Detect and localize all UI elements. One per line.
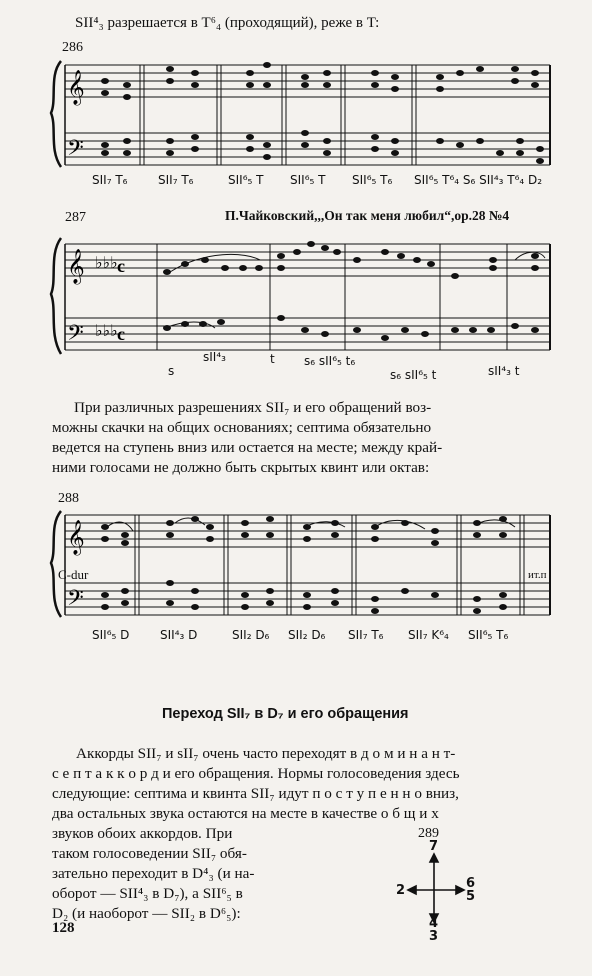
svg-text:𝄢: 𝄢 [67,321,84,351]
example-289-bottom-bottom: 3 [429,929,439,944]
example-287-harmony-1: s [168,364,175,378]
svg-text:c: c [117,256,125,276]
example-288-end-label: ит.п [528,569,547,581]
example-286-harmony-5: SII⁶₅ T₆ [352,173,393,187]
example-286-harmony-2: SII₇ T₆ [158,173,194,187]
paragraph-2-narrow-line-5: D₂ (и наоборот — SII₂ в D⁶₅): [52,905,241,922]
example-287-number: 287 [65,210,86,225]
paragraph-1-line-2: можны скачки на общих основаниях; септима обязательно [52,419,432,436]
example-289-bottom-top: 4 [429,916,439,931]
svg-text:𝄢: 𝄢 [67,586,84,616]
paragraph-2-narrow-line-4: оборот — SII⁴₃ в D₇), а SII⁶₅ в [52,885,243,902]
example-286-harmony-4: SII⁶₅ T [290,173,326,187]
paragraph-1-line-1: При различных разрешениях SII₇ и его обращений воз- [74,399,432,416]
example-288-harmony-7: SII⁶₅ T₆ [468,628,509,642]
example-286-harmony-1: SII₇ T₆ [92,173,128,187]
paragraph-2-line-3: следующие: септима и квинта SII₇ идут п о с т у п е н н о вниз, [52,785,459,802]
example-289-right-bottom: 5 [466,889,476,904]
paragraph-1-line-4: ними голосами не должно быть скрытых квинт или октав: [52,459,430,476]
svg-text:𝄢: 𝄢 [67,136,84,166]
example-286-harmony-6: SII⁶₅ T⁶₄ S₆ SII⁴₃ T⁶₄ D₂ [414,173,543,187]
svg-text:𝄞: 𝄞 [67,70,85,105]
svg-text:c: c [117,324,125,344]
example-289-left: 2 [396,883,406,898]
paragraph-1-line-3: ведется на ступень вниз или остается на месте; между край- [52,439,443,456]
example-287-score [45,232,560,362]
intro-line: SII⁴₃ разрешается в T⁶₄ (проходящий), реже в T: [75,15,380,31]
svg-text:𝄞: 𝄞 [67,249,85,284]
example-289-right-top: 6 [466,876,476,891]
example-287-harmony-4: s₆ sII⁶₅ t₆ [304,354,356,368]
paragraph-2-narrow-line-3: зательно переходит в D⁴₃ (и на- [52,865,255,882]
svg-text:♭♭♭: ♭♭♭ [95,255,118,272]
example-288-harmony-2: SII⁴₃ D [160,628,198,642]
example-288-harmony-5: SII₇ T₆ [348,628,384,642]
example-289-number: 289 [418,826,439,841]
example-288-number: 288 [58,491,79,506]
example-288-harmony-4: SII₂ D₆ [288,628,326,642]
example-288-score [45,505,560,625]
paragraph-2-line-4: два остальных звука остаются на месте в качестве о б щ и х [52,805,439,822]
example-287-harmony-6: sII⁴₃ t [488,364,520,378]
example-286-harmony-3: SII⁶₅ T [228,173,264,187]
section-title: Переход SII₇ в D₇ и его обращения [162,706,409,722]
example-287-harmony-5: s₆ sII⁶₅ t [390,368,437,382]
example-288-key-label: C-dur [58,567,89,582]
example-288-harmony-6: SII₇ K⁶₄ [408,628,449,642]
example-288-harmony-3: SII₂ D₆ [232,628,270,642]
example-289-top: 7 [429,839,439,854]
page-number: 128 [52,920,75,936]
paragraph-1 [52,398,557,478]
example-287-harmony-3: t [270,352,275,366]
example-287-source: П.Чайковский,,,Он так меня любил“,ор.28 №4 [225,208,510,223]
paragraph-2 [52,744,562,824]
svg-text:♭♭♭: ♭♭♭ [95,323,118,340]
paragraph-2-narrow-line-2: таком голосоведении SII₇ обя- [52,845,247,862]
svg-text:𝄞: 𝄞 [67,520,85,555]
example-286-number: 286 [62,40,83,55]
paragraph-2-narrow [52,824,322,924]
paragraph-2-line-1: Аккорды SII₇ и sII₇ очень часто переходят в д о м и н а н т- [76,745,456,762]
example-287-harmony-2: sII⁴₃ [203,350,226,364]
paragraph-2-line-2: с е п т а к к о р д и его обращения. Нормы голосоведения здесь [52,765,460,782]
example-288-harmony-1: SII⁶₅ D [92,628,130,642]
example-286-score [45,55,560,175]
paragraph-2-narrow-line-1: звуков обоих аккордов. При [52,825,233,842]
